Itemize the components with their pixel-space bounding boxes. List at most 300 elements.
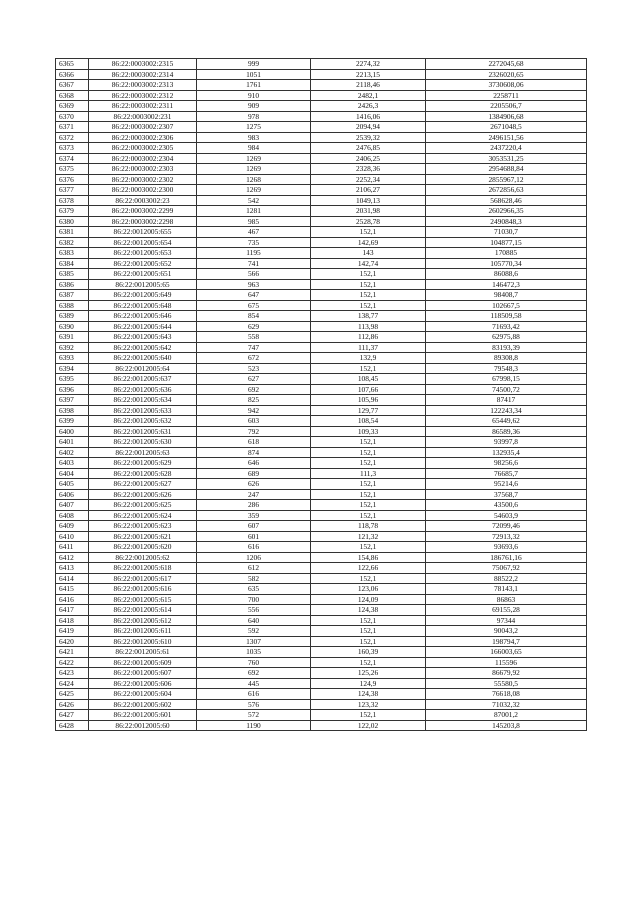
cadastral-number-cell: 86:22:0012005:611	[89, 626, 197, 637]
area-cell: 247	[197, 489, 311, 500]
area-cell: 1761	[197, 80, 311, 91]
table-row	[56, 479, 587, 490]
specific-value-cell: 123,32	[311, 699, 426, 710]
cadastral-value-cell: 105770,34	[426, 258, 587, 269]
cadastral-number-cell: 86:22:0012005:644	[89, 321, 197, 332]
cadastral-number-cell: 86:22:0012005:630	[89, 437, 197, 448]
cadastral-value-cell: 62975,88	[426, 332, 587, 343]
row-number-cell: 6423	[56, 668, 89, 679]
area-cell: 603	[197, 416, 311, 427]
cadastral-value-cell: 78143,1	[426, 584, 587, 595]
row-number-cell: 6369	[56, 101, 89, 112]
specific-value-cell: 152,1	[311, 573, 426, 584]
cadastral-value-cell: 145203,8	[426, 720, 587, 731]
table-row	[56, 636, 587, 647]
cadastral-value-cell: 2326020,65	[426, 69, 587, 80]
area-cell: 1206	[197, 552, 311, 563]
cadastral-number-cell: 86:22:0003002:2298	[89, 216, 197, 227]
cadastral-value-cell: 54603,9	[426, 510, 587, 521]
cadastral-value-cell: 198794,7	[426, 636, 587, 647]
area-cell: 999	[197, 59, 311, 70]
specific-value-cell: 113,98	[311, 321, 426, 332]
specific-value-cell: 2406,25	[311, 153, 426, 164]
row-number-cell: 6422	[56, 657, 89, 668]
table-row	[56, 657, 587, 668]
cadastral-number-cell: 86:22:0012005:618	[89, 563, 197, 574]
specific-value-cell: 107,66	[311, 384, 426, 395]
cadastral-value-cell: 95214,6	[426, 479, 587, 490]
area-cell: 616	[197, 542, 311, 553]
cadastral-value-cell: 2272045,68	[426, 59, 587, 70]
cadastral-value-cell: 3730608,06	[426, 80, 587, 91]
cadastral-number-cell: 86:22:0012005:602	[89, 699, 197, 710]
table-row	[56, 720, 587, 731]
area-cell: 985	[197, 216, 311, 227]
area-cell: 735	[197, 237, 311, 248]
cadastral-number-cell: 86:22:0003002:2307	[89, 122, 197, 133]
row-number-cell: 6373	[56, 143, 89, 154]
row-number-cell: 6424	[56, 678, 89, 689]
cadastral-value-cell: 2437220,4	[426, 143, 587, 154]
cadastral-value-cell: 118509,58	[426, 311, 587, 322]
area-cell: 572	[197, 710, 311, 721]
row-number-cell: 6405	[56, 479, 89, 490]
cadastral-value-cell: 71032,32	[426, 699, 587, 710]
area-cell: 618	[197, 437, 311, 448]
cadastral-number-cell: 86:22:0012005:65	[89, 279, 197, 290]
row-number-cell: 6404	[56, 468, 89, 479]
area-cell: 1275	[197, 122, 311, 133]
area-cell: 1190	[197, 720, 311, 731]
row-number-cell: 6387	[56, 290, 89, 301]
table-body	[56, 59, 587, 731]
specific-value-cell: 2476,85	[311, 143, 426, 154]
cadastral-value-cell: 1384906,68	[426, 111, 587, 122]
table-row	[56, 111, 587, 122]
cadastral-value-cell: 86589,36	[426, 426, 587, 437]
cadastral-number-cell: 86:22:0012005:634	[89, 395, 197, 406]
specific-value-cell: 2031,98	[311, 206, 426, 217]
cadastral-value-cell: 83193,39	[426, 342, 587, 353]
row-number-cell: 6414	[56, 573, 89, 584]
area-cell: 635	[197, 584, 311, 595]
area-cell: 692	[197, 668, 311, 679]
table-row	[56, 626, 587, 637]
table-row	[56, 615, 587, 626]
specific-value-cell: 143	[311, 248, 426, 259]
area-cell: 445	[197, 678, 311, 689]
specific-value-cell: 125,26	[311, 668, 426, 679]
cadastral-number-cell: 86:22:0012005:654	[89, 237, 197, 248]
cadastral-value-cell: 2602966,35	[426, 206, 587, 217]
table-row	[56, 563, 587, 574]
table-row	[56, 699, 587, 710]
specific-value-cell: 142,74	[311, 258, 426, 269]
area-cell: 601	[197, 531, 311, 542]
row-number-cell: 6392	[56, 342, 89, 353]
cadastral-number-cell: 86:22:0012005:640	[89, 353, 197, 364]
row-number-cell: 6379	[56, 206, 89, 217]
row-number-cell: 6420	[56, 636, 89, 647]
specific-value-cell: 2118,46	[311, 80, 426, 91]
row-number-cell: 6413	[56, 563, 89, 574]
table-row	[56, 458, 587, 469]
table-row	[56, 143, 587, 154]
table-row	[56, 342, 587, 353]
cadastral-value-cell: 43500,6	[426, 500, 587, 511]
table-row	[56, 237, 587, 248]
cadastral-value-cell: 2490848,3	[426, 216, 587, 227]
cadastral-value-cell: 86088,6	[426, 269, 587, 280]
table-row	[56, 101, 587, 112]
table-row	[56, 258, 587, 269]
cadastral-value-table	[55, 58, 587, 731]
row-number-cell: 6371	[56, 122, 89, 133]
area-cell: 592	[197, 626, 311, 637]
row-number-cell: 6410	[56, 531, 89, 542]
cadastral-value-cell: 98408,7	[426, 290, 587, 301]
cadastral-value-cell: 87001,2	[426, 710, 587, 721]
specific-value-cell: 152,1	[311, 710, 426, 721]
row-number-cell: 6395	[56, 374, 89, 385]
table-row	[56, 510, 587, 521]
table-row	[56, 363, 587, 374]
row-number-cell: 6365	[56, 59, 89, 70]
cadastral-value-cell: 72913,32	[426, 531, 587, 542]
specific-value-cell: 152,1	[311, 636, 426, 647]
specific-value-cell: 142,69	[311, 237, 426, 248]
specific-value-cell: 112,86	[311, 332, 426, 343]
area-cell: 627	[197, 374, 311, 385]
row-number-cell: 6378	[56, 195, 89, 206]
cadastral-number-cell: 86:22:0012005:621	[89, 531, 197, 542]
cadastral-number-cell: 86:22:0012005:601	[89, 710, 197, 721]
cadastral-number-cell: 86:22:0012005:637	[89, 374, 197, 385]
cadastral-number-cell: 86:22:0012005:652	[89, 258, 197, 269]
cadastral-value-cell: 86863	[426, 594, 587, 605]
specific-value-cell: 121,32	[311, 531, 426, 542]
cadastral-number-cell: 86:22:0012005:62	[89, 552, 197, 563]
cadastral-number-cell: 86:22:0012005:632	[89, 416, 197, 427]
area-cell: 1269	[197, 164, 311, 175]
row-number-cell: 6375	[56, 164, 89, 175]
cadastral-value-cell: 2496151,56	[426, 132, 587, 143]
table-row	[56, 584, 587, 595]
area-cell: 523	[197, 363, 311, 374]
specific-value-cell: 2106,27	[311, 185, 426, 196]
table-row	[56, 69, 587, 80]
row-number-cell: 6384	[56, 258, 89, 269]
specific-value-cell: 108,54	[311, 416, 426, 427]
cadastral-value-cell: 132935,4	[426, 447, 587, 458]
cadastral-value-cell: 2258711	[426, 90, 587, 101]
table-row	[56, 468, 587, 479]
area-cell: 629	[197, 321, 311, 332]
cadastral-value-cell: 2672856,63	[426, 185, 587, 196]
table-row	[56, 90, 587, 101]
cadastral-value-cell: 93693,6	[426, 542, 587, 553]
cadastral-number-cell: 86:22:0012005:627	[89, 479, 197, 490]
specific-value-cell: 111,3	[311, 468, 426, 479]
cadastral-value-cell: 89308,8	[426, 353, 587, 364]
table-row	[56, 216, 587, 227]
specific-value-cell: 124,38	[311, 605, 426, 616]
cadastral-number-cell: 86:22:0012005:61	[89, 647, 197, 658]
cadastral-number-cell: 86:22:0003002:2304	[89, 153, 197, 164]
area-cell: 692	[197, 384, 311, 395]
area-cell: 854	[197, 311, 311, 322]
area-cell: 1281	[197, 206, 311, 217]
specific-value-cell: 2213,15	[311, 69, 426, 80]
row-number-cell: 6372	[56, 132, 89, 143]
specific-value-cell: 2094,94	[311, 122, 426, 133]
cadastral-value-cell: 2954688,84	[426, 164, 587, 175]
table-row	[56, 405, 587, 416]
area-cell: 576	[197, 699, 311, 710]
cadastral-number-cell: 86:22:0012005:615	[89, 594, 197, 605]
area-cell: 607	[197, 521, 311, 532]
row-number-cell: 6377	[56, 185, 89, 196]
cadastral-value-cell: 186761,16	[426, 552, 587, 563]
area-cell: 359	[197, 510, 311, 521]
cadastral-number-cell: 86:22:0012005:631	[89, 426, 197, 437]
cadastral-number-cell: 86:22:0003002:2312	[89, 90, 197, 101]
row-number-cell: 6406	[56, 489, 89, 500]
row-number-cell: 6370	[56, 111, 89, 122]
table-row	[56, 122, 587, 133]
area-cell: 556	[197, 605, 311, 616]
specific-value-cell: 152,1	[311, 363, 426, 374]
area-cell: 792	[197, 426, 311, 437]
cadastral-number-cell: 86:22:0012005:649	[89, 290, 197, 301]
table-row	[56, 206, 587, 217]
cadastral-value-cell: 2855967,12	[426, 174, 587, 185]
specific-value-cell: 152,1	[311, 626, 426, 637]
area-cell: 760	[197, 657, 311, 668]
cadastral-number-cell: 86:22:0012005:604	[89, 689, 197, 700]
cadastral-number-cell: 86:22:0012005:629	[89, 458, 197, 469]
area-cell: 978	[197, 111, 311, 122]
cadastral-number-cell: 86:22:0003002:2299	[89, 206, 197, 217]
cadastral-value-cell: 55580,5	[426, 678, 587, 689]
row-number-cell: 6385	[56, 269, 89, 280]
row-number-cell: 6381	[56, 227, 89, 238]
cadastral-number-cell: 86:22:0012005:610	[89, 636, 197, 647]
cadastral-number-cell: 86:22:0003002:2315	[89, 59, 197, 70]
cadastral-number-cell: 86:22:0003002:23	[89, 195, 197, 206]
cadastral-value-cell: 88522,2	[426, 573, 587, 584]
table-row	[56, 437, 587, 448]
area-cell: 942	[197, 405, 311, 416]
cadastral-value-cell: 72099,46	[426, 521, 587, 532]
area-cell: 1269	[197, 153, 311, 164]
area-cell: 646	[197, 458, 311, 469]
row-number-cell: 6425	[56, 689, 89, 700]
cadastral-value-cell: 87417	[426, 395, 587, 406]
cadastral-value-cell: 2671048,5	[426, 122, 587, 133]
specific-value-cell: 152,1	[311, 437, 426, 448]
area-cell: 286	[197, 500, 311, 511]
table-row	[56, 290, 587, 301]
cadastral-number-cell: 86:22:0012005:648	[89, 300, 197, 311]
specific-value-cell: 152,1	[311, 300, 426, 311]
table-row	[56, 552, 587, 563]
area-cell: 542	[197, 195, 311, 206]
cadastral-value-cell: 76685,7	[426, 468, 587, 479]
area-cell: 700	[197, 594, 311, 605]
table-row	[56, 332, 587, 343]
area-cell: 984	[197, 143, 311, 154]
row-number-cell: 6388	[56, 300, 89, 311]
cadastral-value-cell: 65449,62	[426, 416, 587, 427]
cadastral-value-cell: 74500,72	[426, 384, 587, 395]
table-row	[56, 59, 587, 70]
specific-value-cell: 152,1	[311, 489, 426, 500]
area-cell: 626	[197, 479, 311, 490]
row-number-cell: 6402	[56, 447, 89, 458]
table-row	[56, 395, 587, 406]
row-number-cell: 6398	[56, 405, 89, 416]
table-row	[56, 269, 587, 280]
row-number-cell: 6415	[56, 584, 89, 595]
specific-value-cell: 129,77	[311, 405, 426, 416]
cadastral-value-cell: 146472,3	[426, 279, 587, 290]
specific-value-cell: 1049,13	[311, 195, 426, 206]
cadastral-value-cell: 3053531,25	[426, 153, 587, 164]
specific-value-cell: 111,37	[311, 342, 426, 353]
cadastral-number-cell: 86:22:0012005:64	[89, 363, 197, 374]
specific-value-cell: 108,45	[311, 374, 426, 385]
table-row	[56, 521, 587, 532]
cadastral-number-cell: 86:22:0012005:642	[89, 342, 197, 353]
specific-value-cell: 1416,06	[311, 111, 426, 122]
table-row	[56, 185, 587, 196]
specific-value-cell: 138,77	[311, 311, 426, 322]
cadastral-value-cell: 75067,92	[426, 563, 587, 574]
cadastral-number-cell: 86:22:0012005:606	[89, 678, 197, 689]
table-row	[56, 647, 587, 658]
area-cell: 467	[197, 227, 311, 238]
area-cell: 825	[197, 395, 311, 406]
table-row	[56, 710, 587, 721]
area-cell: 909	[197, 101, 311, 112]
area-cell: 1269	[197, 185, 311, 196]
specific-value-cell: 160,39	[311, 647, 426, 658]
area-cell: 616	[197, 689, 311, 700]
table-row	[56, 605, 587, 616]
table-row	[56, 384, 587, 395]
cadastral-number-cell: 86:22:0012005:620	[89, 542, 197, 553]
cadastral-value-cell: 166003,65	[426, 647, 587, 658]
row-number-cell: 6421	[56, 647, 89, 658]
cadastral-number-cell: 86:22:0012005:628	[89, 468, 197, 479]
row-number-cell: 6374	[56, 153, 89, 164]
row-number-cell: 6412	[56, 552, 89, 563]
cadastral-value-cell: 90043,2	[426, 626, 587, 637]
row-number-cell: 6428	[56, 720, 89, 731]
cadastral-number-cell: 86:22:0012005:626	[89, 489, 197, 500]
table-row	[56, 689, 587, 700]
area-cell: 1051	[197, 69, 311, 80]
row-number-cell: 6416	[56, 594, 89, 605]
cadastral-number-cell: 86:22:0012005:623	[89, 521, 197, 532]
table-row	[56, 132, 587, 143]
row-number-cell: 6400	[56, 426, 89, 437]
area-cell: 910	[197, 90, 311, 101]
row-number-cell: 6389	[56, 311, 89, 322]
row-number-cell: 6391	[56, 332, 89, 343]
cadastral-value-cell: 37568,7	[426, 489, 587, 500]
table-row	[56, 153, 587, 164]
cadastral-number-cell: 86:22:0012005:653	[89, 248, 197, 259]
cadastral-number-cell: 86:22:0012005:617	[89, 573, 197, 584]
row-number-cell: 6366	[56, 69, 89, 80]
cadastral-number-cell: 86:22:0012005:651	[89, 269, 197, 280]
cadastral-value-cell: 79548,3	[426, 363, 587, 374]
area-cell: 741	[197, 258, 311, 269]
cadastral-number-cell: 86:22:0003002:2302	[89, 174, 197, 185]
cadastral-value-cell: 104877,15	[426, 237, 587, 248]
table-row	[56, 195, 587, 206]
row-number-cell: 6382	[56, 237, 89, 248]
row-number-cell: 6419	[56, 626, 89, 637]
row-number-cell: 6401	[56, 437, 89, 448]
cadastral-number-cell: 86:22:0012005:614	[89, 605, 197, 616]
row-number-cell: 6427	[56, 710, 89, 721]
cadastral-value-cell: 71030,7	[426, 227, 587, 238]
cadastral-number-cell: 86:22:0012005:63	[89, 447, 197, 458]
row-number-cell: 6368	[56, 90, 89, 101]
table-row	[56, 594, 587, 605]
area-cell: 582	[197, 573, 311, 584]
specific-value-cell: 152,1	[311, 290, 426, 301]
cadastral-value-cell: 102667,5	[426, 300, 587, 311]
row-number-cell: 6376	[56, 174, 89, 185]
table-row	[56, 447, 587, 458]
cadastral-number-cell: 86:22:0003002:2306	[89, 132, 197, 143]
cadastral-value-cell: 98256,6	[426, 458, 587, 469]
cadastral-number-cell: 86:22:0003002:2311	[89, 101, 197, 112]
cadastral-value-cell: 67998,15	[426, 374, 587, 385]
specific-value-cell: 152,1	[311, 542, 426, 553]
cadastral-number-cell: 86:22:0003002:2305	[89, 143, 197, 154]
row-number-cell: 6367	[56, 80, 89, 91]
specific-value-cell: 122,02	[311, 720, 426, 731]
specific-value-cell: 2274,32	[311, 59, 426, 70]
specific-value-cell: 105,96	[311, 395, 426, 406]
table-row	[56, 416, 587, 427]
cadastral-number-cell: 86:22:0012005:607	[89, 668, 197, 679]
table-row	[56, 279, 587, 290]
specific-value-cell: 124,09	[311, 594, 426, 605]
cadastral-number-cell: 86:22:0012005:625	[89, 500, 197, 511]
specific-value-cell: 109,33	[311, 426, 426, 437]
row-number-cell: 6390	[56, 321, 89, 332]
cadastral-number-cell: 86:22:0012005:609	[89, 657, 197, 668]
area-cell: 672	[197, 353, 311, 364]
row-number-cell: 6386	[56, 279, 89, 290]
row-number-cell: 6426	[56, 699, 89, 710]
area-cell: 1195	[197, 248, 311, 259]
specific-value-cell: 124,9	[311, 678, 426, 689]
specific-value-cell: 152,1	[311, 510, 426, 521]
cadastral-number-cell: 86:22:0003002:2314	[89, 69, 197, 80]
cadastral-value-cell: 122243,34	[426, 405, 587, 416]
row-number-cell: 6407	[56, 500, 89, 511]
specific-value-cell: 152,1	[311, 227, 426, 238]
cadastral-number-cell: 86:22:0012005:646	[89, 311, 197, 322]
cadastral-number-cell: 86:22:0012005:624	[89, 510, 197, 521]
